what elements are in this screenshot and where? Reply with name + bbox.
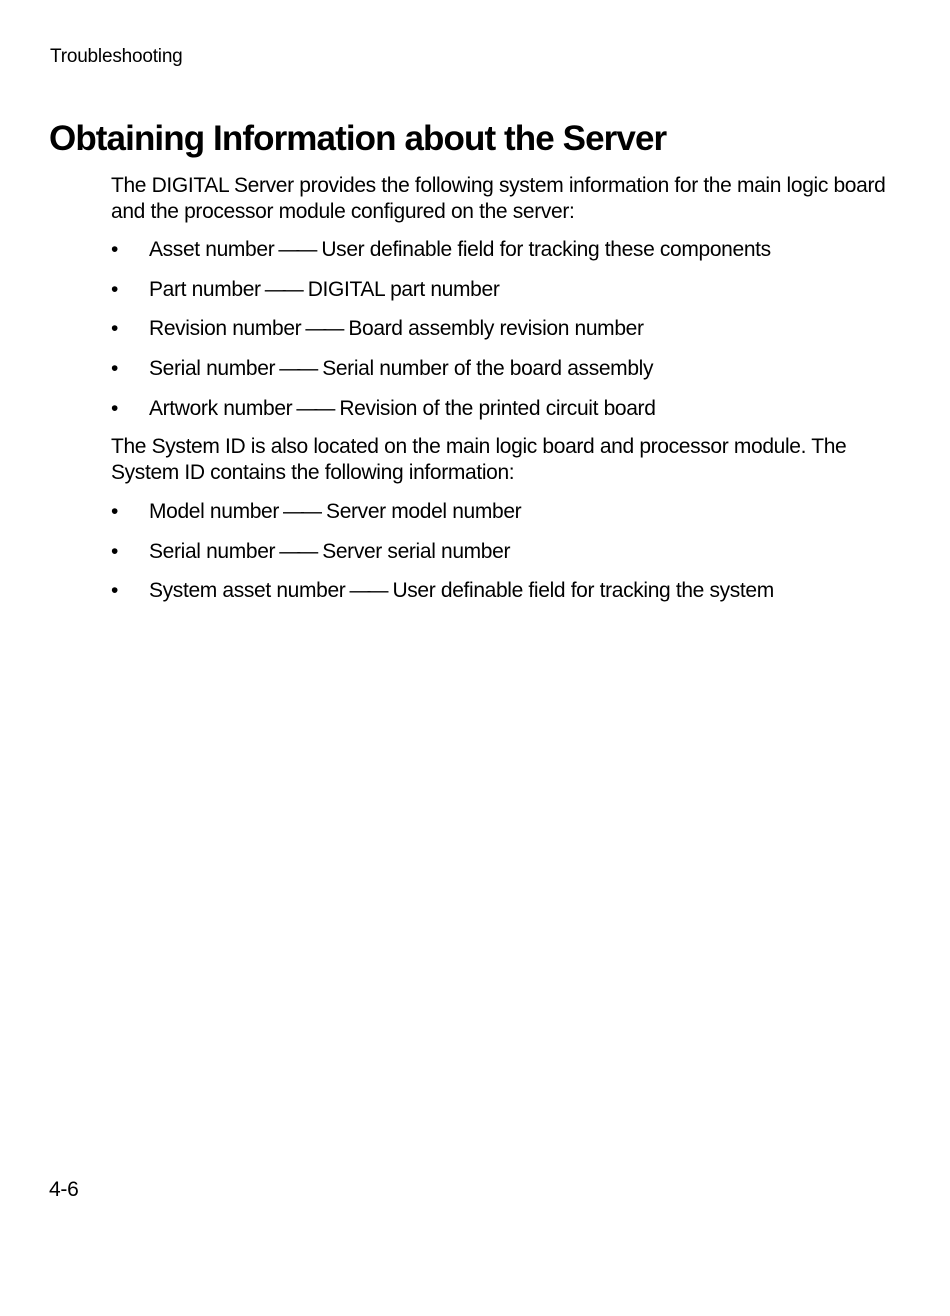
item-description: Server model number [326,500,522,523]
item-term: System asset number [149,579,346,603]
em-dash: —— [279,539,316,563]
bullet-icon: • [111,277,119,301]
item-description: Revision of the printed circuit board [339,396,656,420]
item-description: Server serial number [322,539,511,563]
running-header: Troubleshooting [50,46,183,67]
page-number: 4-6 [49,1178,79,1201]
section-title: Obtaining Information about the Server [49,119,667,158]
bullet-icon: • [111,396,119,420]
bullet-icon: • [111,579,119,603]
bullet-icon: • [111,357,119,381]
em-dash: —— [349,579,386,603]
em-dash: —— [264,277,301,301]
item-description: User definable field for tracking the system [392,579,774,603]
item-term: Revision number [149,317,302,341]
item-description: User definable field for tracking these components [321,238,771,261]
em-dash: —— [305,317,342,341]
item-term: Model number [149,500,280,523]
em-dash: —— [296,396,333,420]
item-term: Serial number [149,357,276,381]
item-description: DIGITAL part number [307,277,500,301]
item-term: Asset number [149,238,275,261]
bullet-icon: • [111,317,119,341]
item-term: Part number [149,277,261,301]
item-term: Artwork number [149,396,293,420]
item-description: Serial number of the board assembly [322,357,654,381]
em-dash: —— [278,238,315,261]
bullet-icon: • [111,500,119,523]
system-id-paragraph: The System ID is also located on the main logic board and processor module. The System ID contains the following information: [111,435,847,484]
bullet-icon: • [111,238,119,261]
bullet-icon: • [111,539,119,563]
em-dash: —— [283,500,320,523]
em-dash: —— [279,357,316,381]
intro-paragraph: The DIGITAL Server provides the following system information for the main logic board and the processor module configured on the server: [111,174,886,223]
item-description: Board assembly revision number [348,317,644,341]
item-term: Serial number [149,539,276,563]
